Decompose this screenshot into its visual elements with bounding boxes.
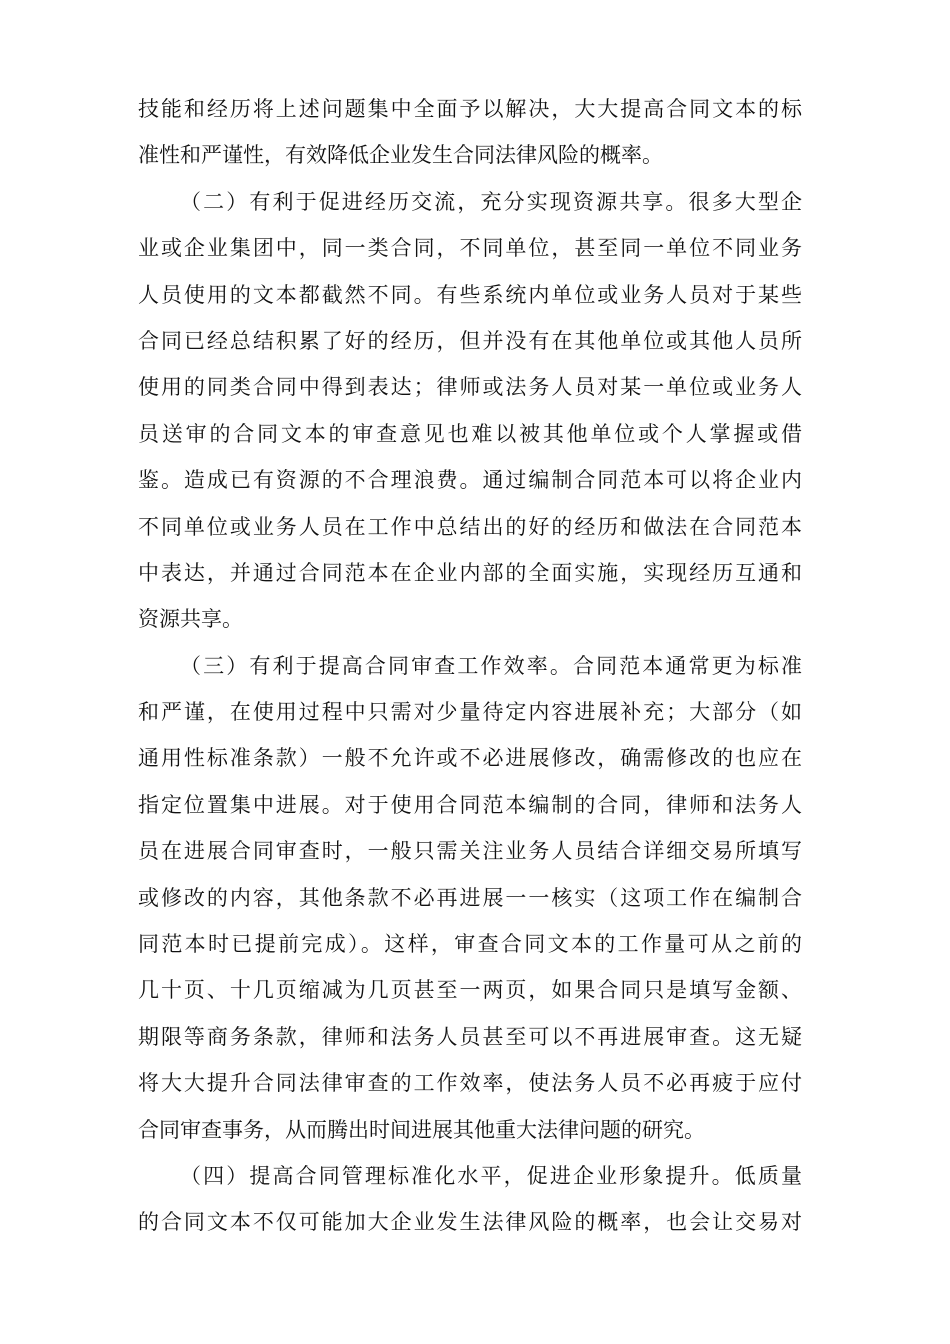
text-line: （三）有利于提高合同审查工作效率。合同范本通常更为标准	[180, 653, 802, 678]
text-line: 员在进展合同审查时，一般只需关注业务人员结合详细交易所填写	[138, 839, 802, 864]
text-line: 几十页、十几页缩减为几页甚至一两页，如果合同只是填写金额、	[138, 978, 802, 1003]
text-line: 员送审的合同文本的审查意见也难以被其他单位或个人掌握或借	[138, 421, 802, 446]
text-line: 指定位置集中进展。对于使用合同范本编制的合同，律师和法务人	[138, 792, 802, 817]
text-line: 准性和严谨性，有效降低企业发生合同法律风险的概率。	[138, 143, 663, 168]
text-line: 技能和经历将上述问题集中全面予以解决，大大提高合同文本的标	[138, 97, 802, 121]
text-line: 不同单位或业务人员在工作中总结出的好的经历和做法在合同范本	[138, 514, 802, 539]
text-line: 合同已经总结积累了好的经历，但并没有在其他单位或其他人员所	[138, 328, 802, 353]
text-line: 合同审查事务，从而腾出时间进展其他重大法律问题的研究。	[138, 1117, 705, 1142]
text-line: 鉴。造成已有资源的不合理浪费。通过编制合同范本可以将企业内	[138, 468, 802, 493]
text-line: 将大大提升合同法律审查的工作效率，使法务人员不必再疲于应付	[138, 1071, 802, 1096]
text-line: （二）有利于促进经历交流，充分实现资源共享。很多大型企	[180, 189, 802, 214]
text-line: 使用的同类合同中得到表达；律师或法务人员对某一单位或业务人	[138, 375, 802, 400]
text-line: 业或企业集团中，同一类合同，不同单位，甚至同一单位不同业务	[138, 236, 802, 261]
text-line: 人员使用的文本都截然不同。有些系统内单位或业务人员对于某些	[138, 282, 802, 307]
text-line: （四）提高合同管理标准化水平，促进企业形象提升。低质量	[180, 1163, 802, 1188]
text-line: 的合同文本不仅可能加大企业发生法律风险的概率，也会让交易对	[138, 1210, 802, 1235]
text-line: 或修改的内容，其他条款不必再进展一一核实（这项工作在编制合	[138, 885, 802, 910]
document-page	[138, 86, 802, 1246]
text-line: 和严谨，在使用过程中只需对少量待定内容进展补充；大部分（如	[138, 700, 802, 725]
text-line: 期限等商务条款，律师和法务人员甚至可以不再进展审查。这无疑	[138, 1024, 802, 1049]
text-line: 同范本时已提前完成）。这样，审查合同文本的工作量可从之前的	[138, 932, 802, 957]
text-line: 资源共享。	[138, 607, 243, 632]
text-line: 中表达，并通过合同范本在企业内部的全面实施，实现经历互通和	[138, 560, 802, 585]
text-line: 通用性标准条款）一般不允许或不必进展修改，确需修改的也应在	[138, 746, 802, 771]
